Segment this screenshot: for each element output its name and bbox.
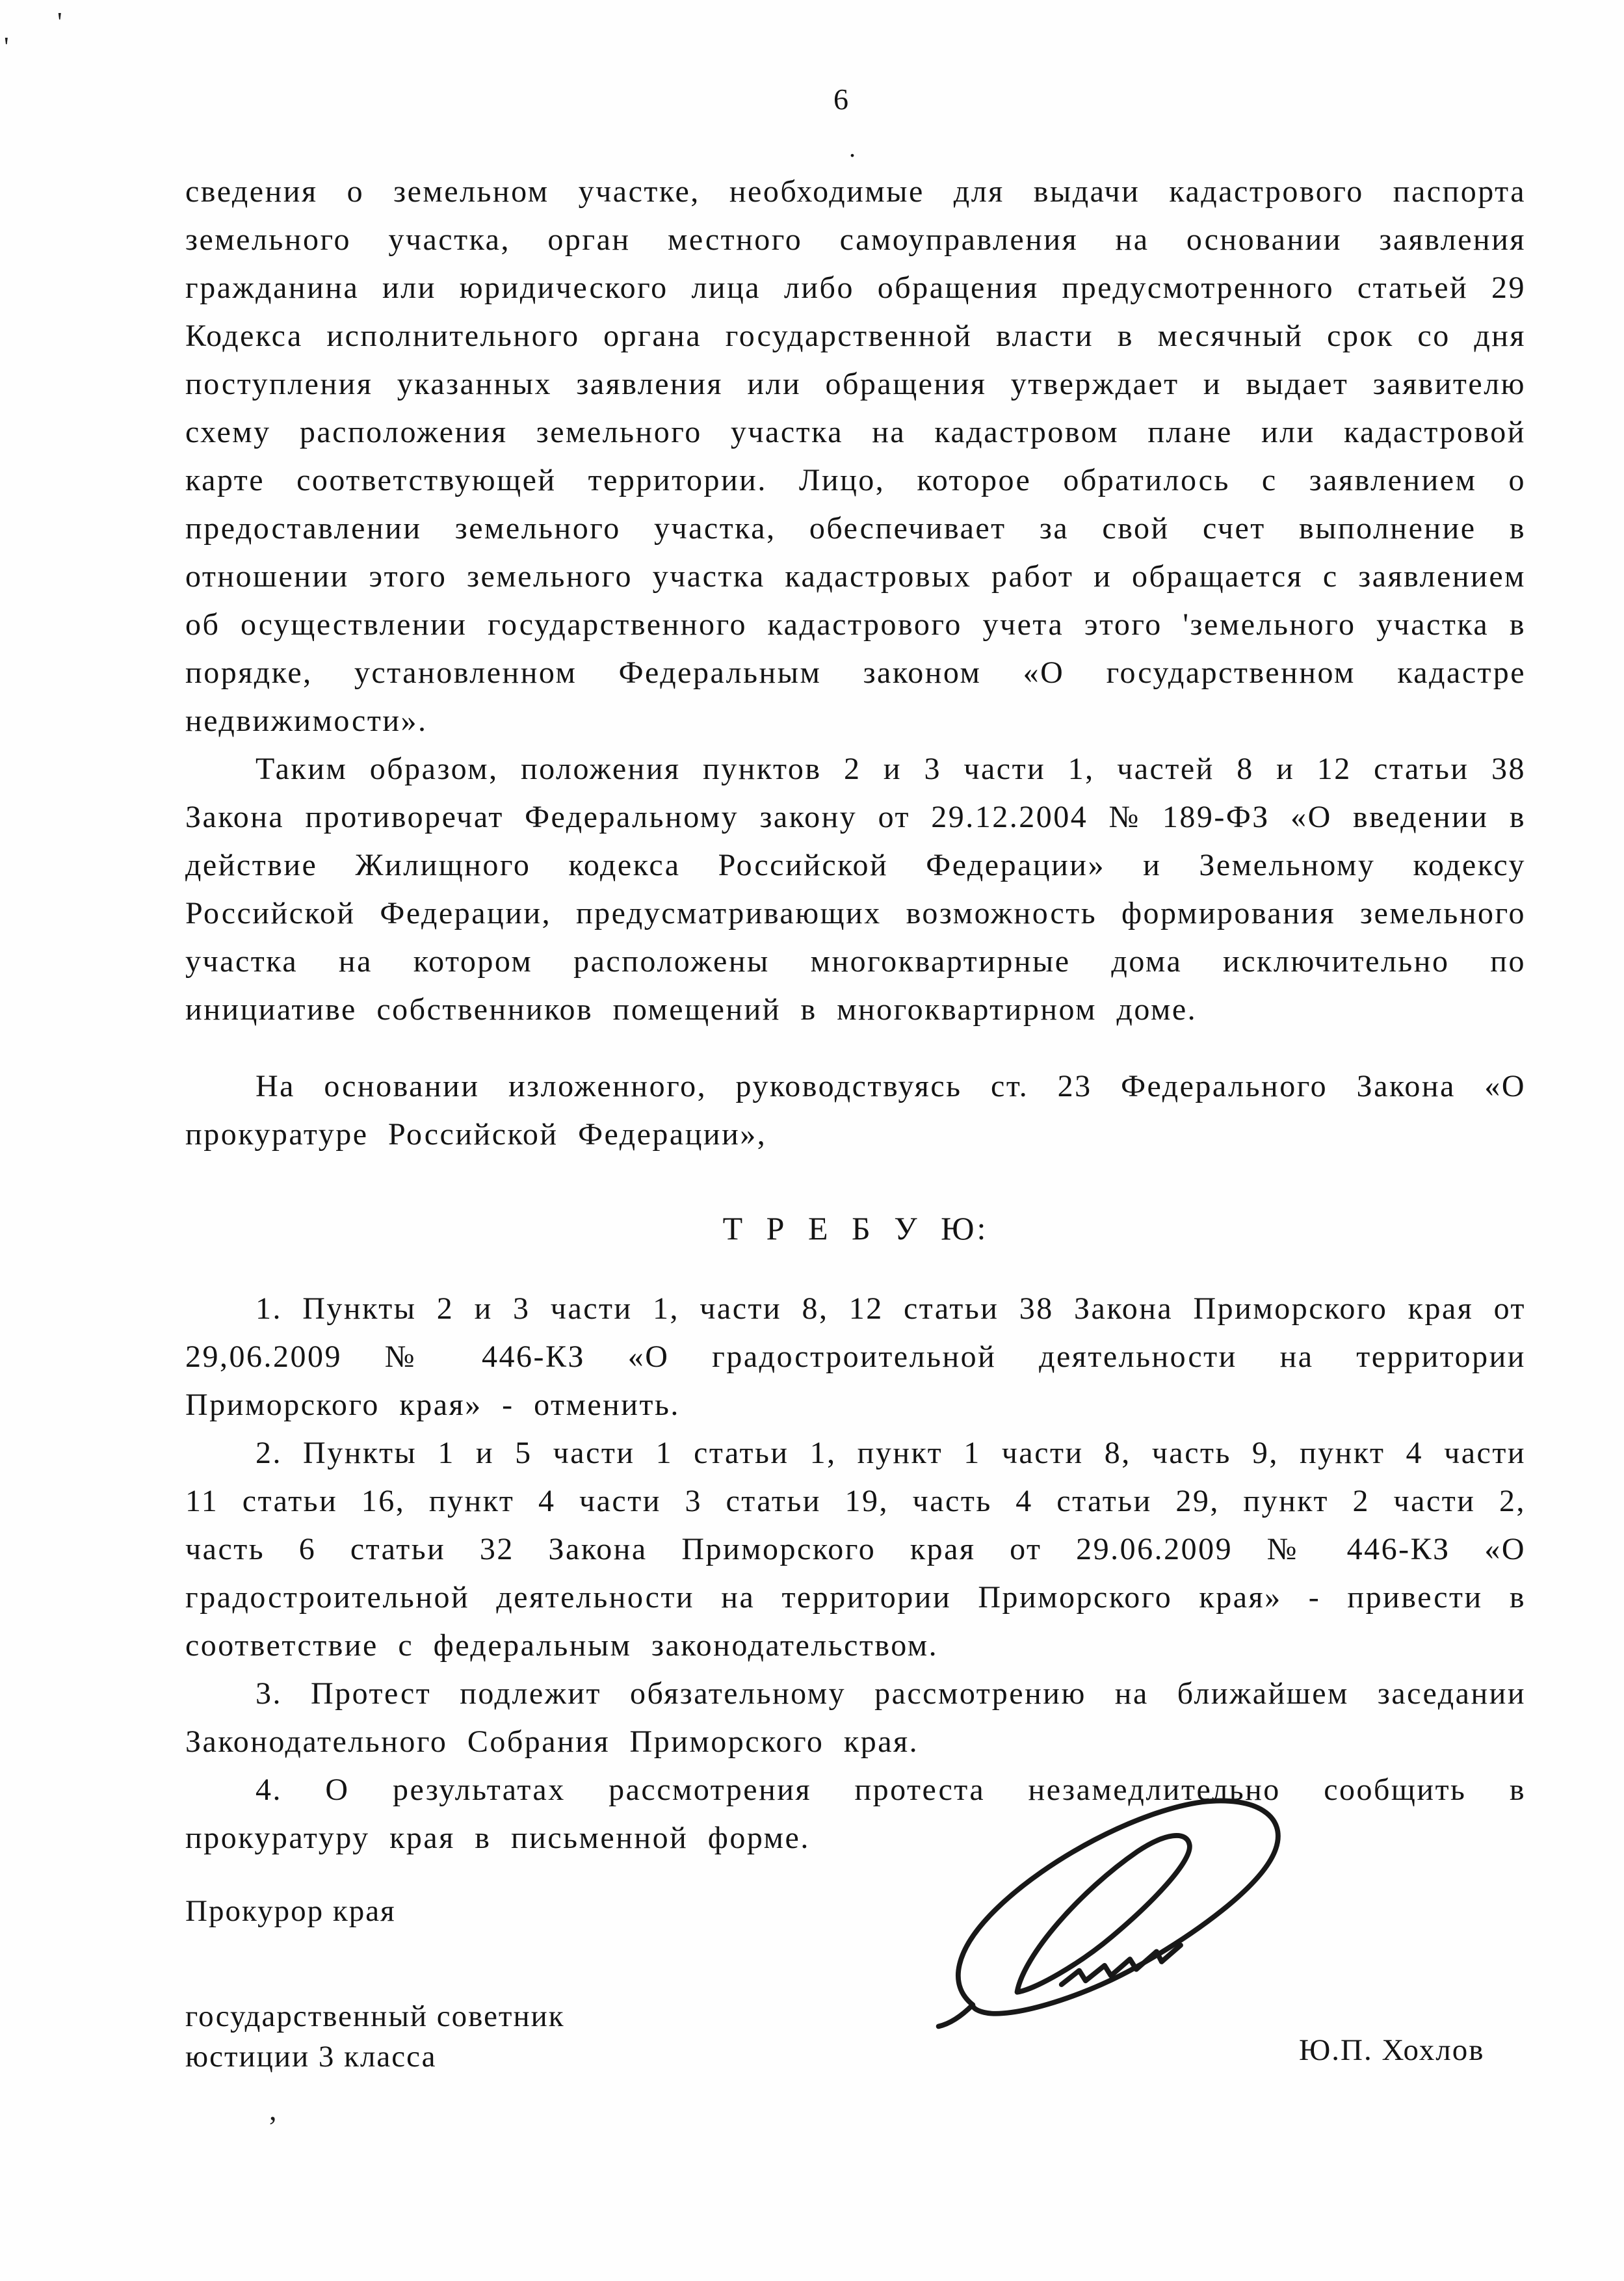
paragraph-continuation: сведения о земельном участке, необходимые для выдачи кадастрового паспорта земельного участка, орган местного самоуправления на основании заявления гражданина или юридического лица либо обращения предусмотренного статьей 29 Кодекса исполнительного органа государственной власти в месячный срок со дня поступления указанных заявления или обращения утверждает и выдает заявителю схему расположения земельного участка на кадастровом плане или кадастровой карте соответствующей территории. Лицо, которое обратилось с заявлением о предоставлении земельного участка, обеспечивает за свой счет выполнение в отношении этого земельного участка кадастровых работ и обращается с заявлением об осуществлении государственного кадастрового учета этого 'земельного участка в порядке, установленном Федеральным законом «О государственном кадастре недвижимости». [185, 174, 1526, 738]
signature-left-block [185, 1891, 565, 2077]
paragraph-legal-basis: На основании изложенного, руководствуясь ст. 23 Федерального Закона «О прокуратуре Российской Федерации», [185, 1069, 1526, 1152]
paragraph-conclusion: Таким образом, положения пунктов 2 и 3 части 1, частей 8 и 12 статьи 38 Закона противоречат Федеральному закону от 29.12.2004 № 189-ФЗ «О введении в действие Жилищного кодекса Российской Федерации» и Земельному кодексу Российской Федерации, предусматривающих возможность формирования земельного участка на котором расположены многоквартирные дома исключительно по инициативе собственников помещений в многоквартирном доме. [185, 752, 1526, 1027]
scan-speck-top-1: ' [57, 8, 62, 38]
demand-item-4: 4. О результатах рассмотрения протеста незамедлительно сообщить в прокуратуру края в письменной форме. [185, 1773, 1526, 1855]
document-body [185, 168, 1526, 1862]
demand-heading: Т Р Е Б У Ю: [722, 1210, 989, 1246]
scan-speck-bottom: , [269, 2093, 277, 2126]
rank-line-1: государственный советник [185, 1999, 565, 2033]
demand-item-2: 2. Пункты 1 и 5 части 1 статьи 1, пункт 1 части 8, часть 9, пункт 4 части 11 статьи 16, пункт 4 части 3 статьи 19, часть 4 статьи 29, пункт 2 части 2, часть 6 статьи 32 Закона Приморского края от 29.06.2009 № 446-КЗ «О градостроительной деятельности на территории Приморского края» - привести в соответствие с федеральным законодательством. [185, 1436, 1526, 1663]
page-number-dot: . [849, 133, 856, 163]
demand-item-3: 3. Протест подлежит обязательному рассмотрению на ближайшем заседании Законодательного Собрания Приморского края. [185, 1676, 1526, 1759]
prosecutor-title: Прокурор края [185, 1894, 396, 1928]
scan-speck-top-2: ' [4, 33, 9, 62]
rank-line-2: юстиции 3 класса [185, 2040, 437, 2074]
demand-item-1: 1. Пункты 2 и 3 части 1, части 8, 12 статьи 38 Закона Приморского края от 29,06.2009 № 446-КЗ «О градостроительной деятельности на территории Приморского края» - отменить. [185, 1291, 1526, 1422]
handwritten-signature-icon [923, 1783, 1339, 2037]
page-number: 6 [833, 83, 848, 116]
signatory-name: Ю.П. Хохлов [1299, 2033, 1485, 2067]
